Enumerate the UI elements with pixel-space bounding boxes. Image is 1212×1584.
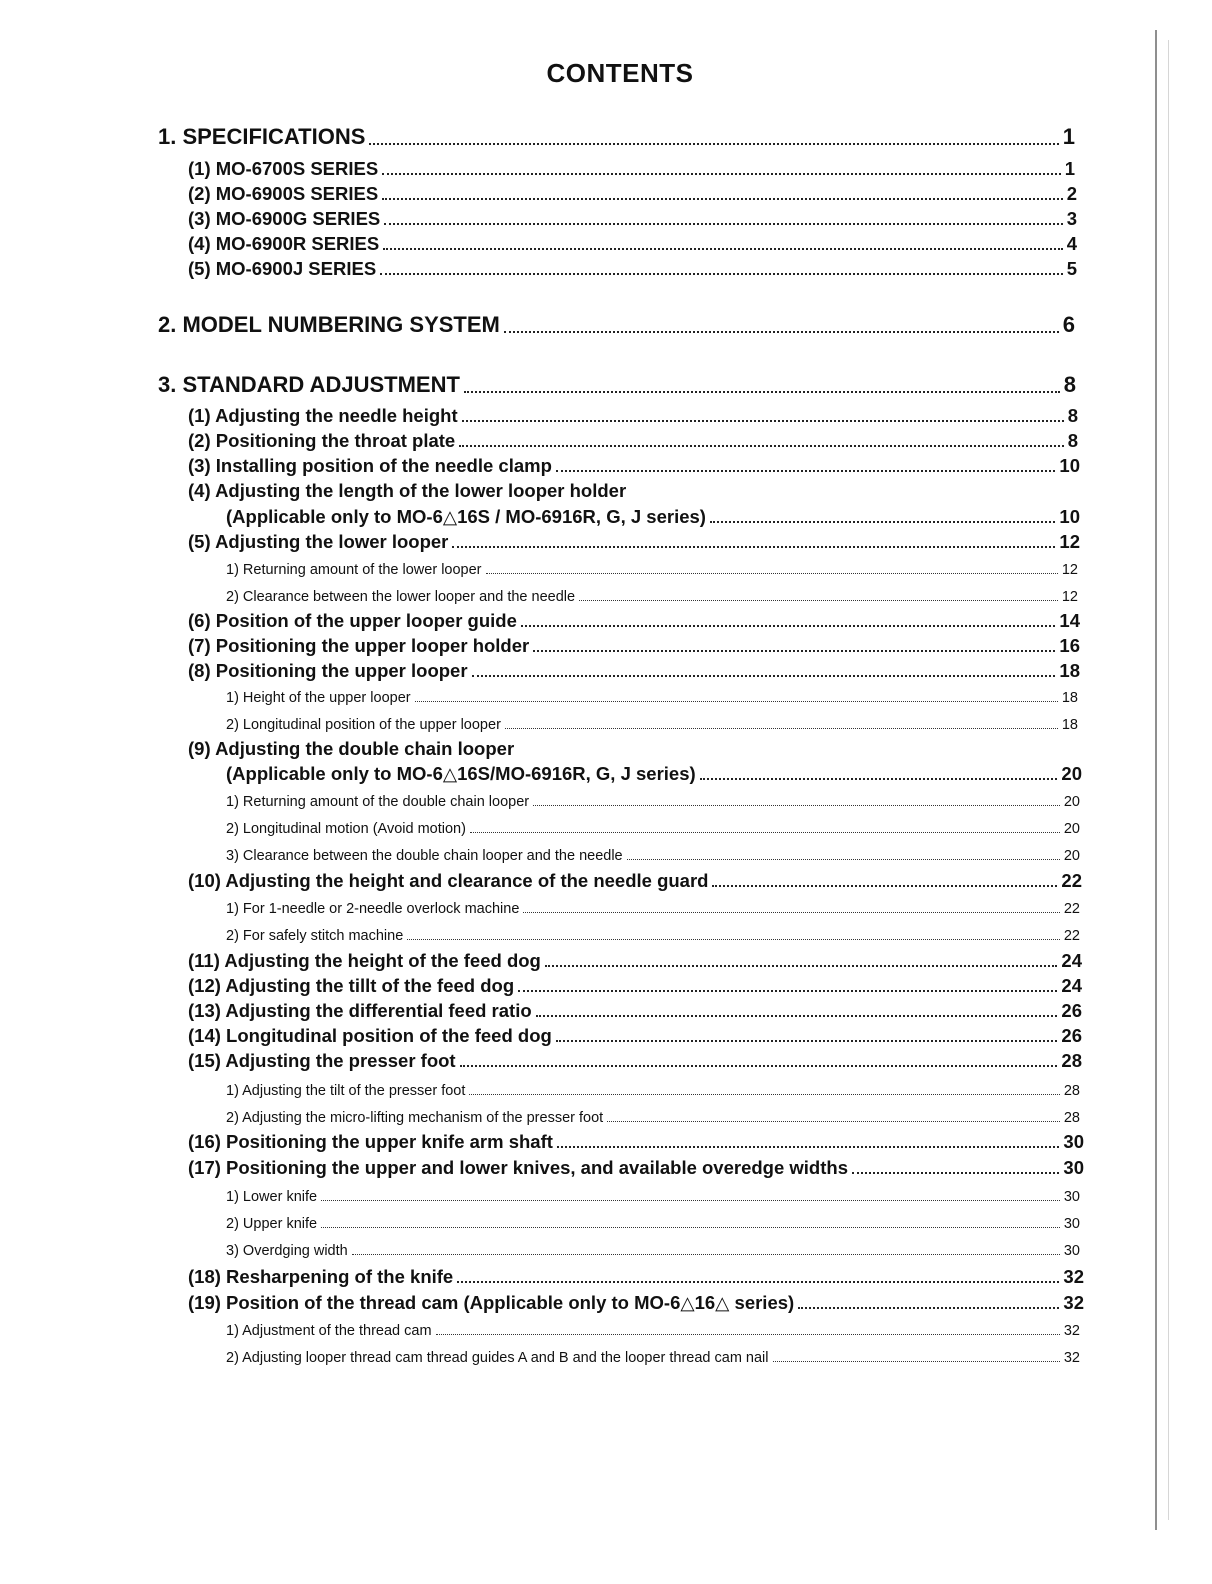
toc-entry bbox=[188, 870, 1082, 892]
toc-entry bbox=[188, 975, 1082, 997]
toc-entry-page: 30 bbox=[1063, 1131, 1084, 1152]
toc-entry bbox=[188, 1266, 1084, 1288]
toc-entry-page: 12 bbox=[1061, 589, 1078, 605]
toc-entry bbox=[226, 1323, 1080, 1339]
toc-entry-label: (Applicable only to MO-6△16S / MO-6916R, G, J series) bbox=[226, 506, 706, 527]
toc-entry-page: 32 bbox=[1063, 1266, 1084, 1287]
toc-entry-label: (8) Positioning the upper looper bbox=[188, 660, 468, 681]
toc-entry-page: 5 bbox=[1066, 258, 1077, 279]
dot-leader bbox=[457, 1281, 1059, 1283]
toc-entry-label: (3) MO-6900G SERIES bbox=[188, 208, 381, 229]
toc-entry-label: 2) For safely stitch machine bbox=[226, 928, 404, 944]
toc-entry-page: 3 bbox=[1066, 208, 1077, 229]
toc-entry bbox=[188, 1131, 1084, 1153]
dot-leader bbox=[852, 1172, 1059, 1174]
toc-entry-page: 10 bbox=[1059, 506, 1080, 527]
dot-leader bbox=[523, 912, 1059, 913]
toc-entry bbox=[226, 506, 1080, 528]
toc-entry-label: (11) Adjusting the height of the feed dog bbox=[188, 950, 541, 971]
dot-leader bbox=[533, 805, 1060, 806]
toc-entry bbox=[188, 455, 1080, 477]
toc-entry-page: 16 bbox=[1059, 635, 1080, 656]
toc-entry-page: 10 bbox=[1059, 455, 1080, 476]
toc-entry bbox=[158, 312, 1075, 338]
toc-entry bbox=[226, 1110, 1080, 1126]
toc-entry-label: (5) MO-6900J SERIES bbox=[188, 258, 377, 279]
toc-entry-label: 1. SPECIFICATIONS bbox=[158, 124, 366, 149]
toc-entry-label: (2) Positioning the throat plate bbox=[188, 430, 456, 451]
toc-entry bbox=[188, 531, 1080, 553]
toc-entry bbox=[226, 562, 1078, 578]
toc-entry-label: 2) Adjusting looper thread cam thread guides A and B and the looper thread cam nail bbox=[226, 1350, 769, 1366]
toc-entry-label: 2) Longitudinal position of the upper looper bbox=[226, 717, 501, 733]
toc-entry-page: 8 bbox=[1067, 430, 1078, 451]
dot-leader bbox=[505, 728, 1058, 729]
toc-entry bbox=[188, 1025, 1082, 1047]
toc-entry-page: 18 bbox=[1059, 660, 1080, 681]
dot-leader bbox=[773, 1361, 1060, 1362]
toc-entry bbox=[188, 405, 1078, 427]
toc-entry-label: (15) Adjusting the presser foot bbox=[188, 1050, 456, 1071]
toc-entry-label: (7) Positioning the upper looper holder bbox=[188, 635, 530, 656]
dot-leader bbox=[710, 521, 1055, 523]
dot-leader bbox=[464, 391, 1060, 393]
toc-entry-page: 26 bbox=[1061, 1025, 1082, 1046]
toc-entry-label: (19) Position of the thread cam (Applicable only to MO-6△16△ series) bbox=[188, 1292, 795, 1313]
toc-entry bbox=[226, 589, 1078, 605]
toc-entry-label: (16) Positioning the upper knife arm shaft bbox=[188, 1131, 553, 1152]
dot-leader bbox=[556, 1040, 1058, 1042]
dot-leader bbox=[556, 470, 1056, 472]
toc-entry-label: (3) Installing position of the needle clamp bbox=[188, 455, 552, 476]
toc-entry-label: (14) Longitudinal position of the feed dog bbox=[188, 1025, 552, 1046]
toc-entry bbox=[226, 1083, 1080, 1099]
toc-entry-label: (4) Adjusting the length of the lower looper holder bbox=[188, 480, 627, 501]
dot-leader bbox=[521, 625, 1056, 627]
toc-entry bbox=[226, 763, 1082, 785]
dot-leader bbox=[545, 965, 1058, 967]
toc-entry bbox=[226, 794, 1080, 810]
toc-entry bbox=[226, 1189, 1080, 1205]
toc-entry-page: 28 bbox=[1063, 1110, 1080, 1126]
page-title: CONTENTS bbox=[546, 58, 694, 88]
toc-entry bbox=[226, 1216, 1080, 1232]
toc-entry bbox=[188, 1050, 1082, 1072]
toc-entry-label: (12) Adjusting the tillt of the feed dog bbox=[188, 975, 515, 996]
dot-leader bbox=[407, 939, 1060, 940]
toc-entry-page: 20 bbox=[1061, 763, 1082, 784]
toc-entry-label: 2) Clearance between the lower looper and the needle bbox=[226, 589, 576, 605]
toc-entry-page: 8 bbox=[1067, 405, 1078, 426]
margin-rule bbox=[1155, 30, 1157, 1530]
toc-entry-label: 2) Adjusting the micro-lifting mechanism of the presser foot bbox=[226, 1110, 604, 1126]
toc-entry-page: 18 bbox=[1061, 690, 1078, 706]
dot-leader bbox=[486, 573, 1058, 574]
toc-entry-page: 22 bbox=[1063, 928, 1080, 944]
toc-entry bbox=[188, 430, 1078, 452]
dot-leader bbox=[579, 600, 1058, 601]
toc-entry-label: (4) MO-6900R SERIES bbox=[188, 233, 380, 254]
toc-entry-page: 12 bbox=[1061, 562, 1078, 578]
toc-entry-label: 1) For 1-needle or 2-needle overlock machine bbox=[226, 901, 520, 917]
dot-leader bbox=[369, 143, 1058, 145]
toc-entry bbox=[226, 848, 1080, 864]
toc-entry-label: (10) Adjusting the height and clearance of the needle guard bbox=[188, 870, 709, 891]
toc-entry-label: 1) Adjustment of the thread cam bbox=[226, 1323, 432, 1339]
toc-entry-label: 2) Longitudinal motion (Avoid motion) bbox=[226, 821, 466, 837]
toc-entry bbox=[188, 1292, 1084, 1314]
toc-entry-page: 32 bbox=[1063, 1292, 1084, 1313]
toc-entry-page: 28 bbox=[1061, 1050, 1082, 1071]
toc-entry-label: (17) Positioning the upper and lower knives, and available overedge widths bbox=[188, 1157, 848, 1178]
toc-entry-page: 1 bbox=[1062, 124, 1075, 149]
toc-entry bbox=[188, 480, 626, 502]
dot-leader bbox=[798, 1307, 1059, 1309]
toc-entry-label: 1) Returning amount of the lower looper bbox=[226, 562, 482, 578]
dot-leader bbox=[436, 1334, 1060, 1335]
toc-entry bbox=[226, 928, 1080, 944]
toc-entry bbox=[188, 610, 1080, 632]
toc-entry-label: 3. STANDARD ADJUSTMENT bbox=[158, 372, 460, 397]
dot-leader bbox=[462, 420, 1064, 422]
toc-entry bbox=[188, 208, 1077, 230]
toc-entry-page: 20 bbox=[1063, 848, 1080, 864]
toc-entry bbox=[188, 1157, 1084, 1179]
dot-leader bbox=[383, 248, 1062, 250]
toc-entry-label: (9) Adjusting the double chain looper bbox=[188, 738, 515, 759]
dot-leader bbox=[384, 223, 1062, 225]
toc-entry bbox=[188, 158, 1075, 180]
toc-entry-label: (6) Position of the upper looper guide bbox=[188, 610, 517, 631]
dot-leader bbox=[382, 173, 1061, 175]
dot-leader bbox=[459, 445, 1063, 447]
toc-entry-page: 8 bbox=[1063, 372, 1076, 397]
toc-entry-label: (2) MO-6900S SERIES bbox=[188, 183, 379, 204]
toc-entry bbox=[188, 258, 1077, 280]
toc-entry bbox=[226, 821, 1080, 837]
toc-entry-label: 1) Adjusting the tilt of the presser foot bbox=[226, 1083, 466, 1099]
dot-leader bbox=[469, 1094, 1059, 1095]
toc-entry-page: 24 bbox=[1061, 950, 1082, 971]
dot-leader bbox=[607, 1121, 1060, 1122]
toc-entry-page: 18 bbox=[1061, 717, 1078, 733]
toc-entry-label: (1) Adjusting the needle height bbox=[188, 405, 458, 426]
dot-leader bbox=[415, 701, 1058, 702]
toc-entry bbox=[188, 233, 1077, 255]
dot-leader bbox=[460, 1065, 1058, 1067]
toc-entry-page: 30 bbox=[1063, 1243, 1080, 1259]
toc-entry-page: 26 bbox=[1061, 1000, 1082, 1021]
toc-entry-label: (Applicable only to MO-6△16S/MO-6916R, G, J series) bbox=[226, 763, 696, 784]
toc-entry-page: 12 bbox=[1059, 531, 1080, 552]
toc-entry-label: (18) Resharpening of the knife bbox=[188, 1266, 454, 1287]
toc-entry bbox=[226, 717, 1078, 733]
toc-entry bbox=[188, 950, 1082, 972]
dot-leader bbox=[472, 675, 1056, 677]
toc-entry-page: 6 bbox=[1062, 312, 1075, 337]
toc-entry-page: 2 bbox=[1066, 183, 1077, 204]
toc-entry bbox=[188, 635, 1080, 657]
toc-entry-label: 1) Height of the upper looper bbox=[226, 690, 411, 706]
toc-entry-page: 28 bbox=[1063, 1083, 1080, 1099]
margin-rule-secondary bbox=[1168, 40, 1169, 1520]
dot-leader bbox=[380, 273, 1063, 275]
dot-leader bbox=[321, 1200, 1060, 1201]
toc-entry-page: 22 bbox=[1061, 870, 1082, 891]
dot-leader bbox=[627, 859, 1060, 860]
toc-entry bbox=[188, 183, 1077, 205]
toc-entry-page: 1 bbox=[1064, 158, 1075, 179]
toc-entry bbox=[158, 372, 1076, 398]
toc-entry-page: 4 bbox=[1066, 233, 1077, 254]
dot-leader bbox=[321, 1227, 1060, 1228]
toc-entry bbox=[226, 1243, 1080, 1259]
toc-entry-page: 22 bbox=[1063, 901, 1080, 917]
toc-entry-page: 14 bbox=[1059, 610, 1080, 631]
toc-entry-label: 2. MODEL NUMBERING SYSTEM bbox=[158, 312, 500, 337]
toc-entry-label: 3) Overdging width bbox=[226, 1243, 348, 1259]
toc-entry-page: 30 bbox=[1063, 1157, 1084, 1178]
toc-entry-label: (13) Adjusting the differential feed ratio bbox=[188, 1000, 532, 1021]
toc-entry bbox=[226, 690, 1078, 706]
dot-leader bbox=[533, 650, 1055, 652]
toc-entry-page: 32 bbox=[1063, 1350, 1080, 1366]
toc-entry bbox=[188, 660, 1080, 682]
dot-leader bbox=[382, 198, 1063, 200]
toc-entry-label: 1) Returning amount of the double chain looper bbox=[226, 794, 530, 810]
toc-entry bbox=[188, 1000, 1082, 1022]
dot-leader bbox=[504, 331, 1059, 333]
dot-leader bbox=[452, 546, 1055, 548]
toc-entry bbox=[226, 901, 1080, 917]
toc-entry-label: (5) Adjusting the lower looper bbox=[188, 531, 449, 552]
toc-entry-page: 20 bbox=[1063, 821, 1080, 837]
dot-leader bbox=[557, 1146, 1060, 1148]
dot-leader bbox=[536, 1015, 1058, 1017]
toc-entry-page: 24 bbox=[1061, 975, 1082, 996]
toc-entry-page: 32 bbox=[1063, 1323, 1080, 1339]
toc-entry bbox=[188, 738, 514, 760]
toc-entry bbox=[226, 1350, 1080, 1366]
dot-leader bbox=[700, 778, 1058, 780]
toc-entry-label: 2) Upper knife bbox=[226, 1216, 318, 1232]
toc-entry-page: 30 bbox=[1063, 1216, 1080, 1232]
dot-leader bbox=[470, 832, 1060, 833]
toc-entry bbox=[158, 124, 1075, 150]
toc-entry-page: 20 bbox=[1063, 794, 1080, 810]
dot-leader bbox=[712, 885, 1057, 887]
toc-entry-label: 1) Lower knife bbox=[226, 1189, 318, 1205]
toc-entry-label: 3) Clearance between the double chain looper and the needle bbox=[226, 848, 623, 864]
dot-leader bbox=[352, 1254, 1060, 1255]
toc-entry-page: 30 bbox=[1063, 1189, 1080, 1205]
toc-entry-label: (1) MO-6700S SERIES bbox=[188, 158, 379, 179]
dot-leader bbox=[518, 990, 1057, 992]
